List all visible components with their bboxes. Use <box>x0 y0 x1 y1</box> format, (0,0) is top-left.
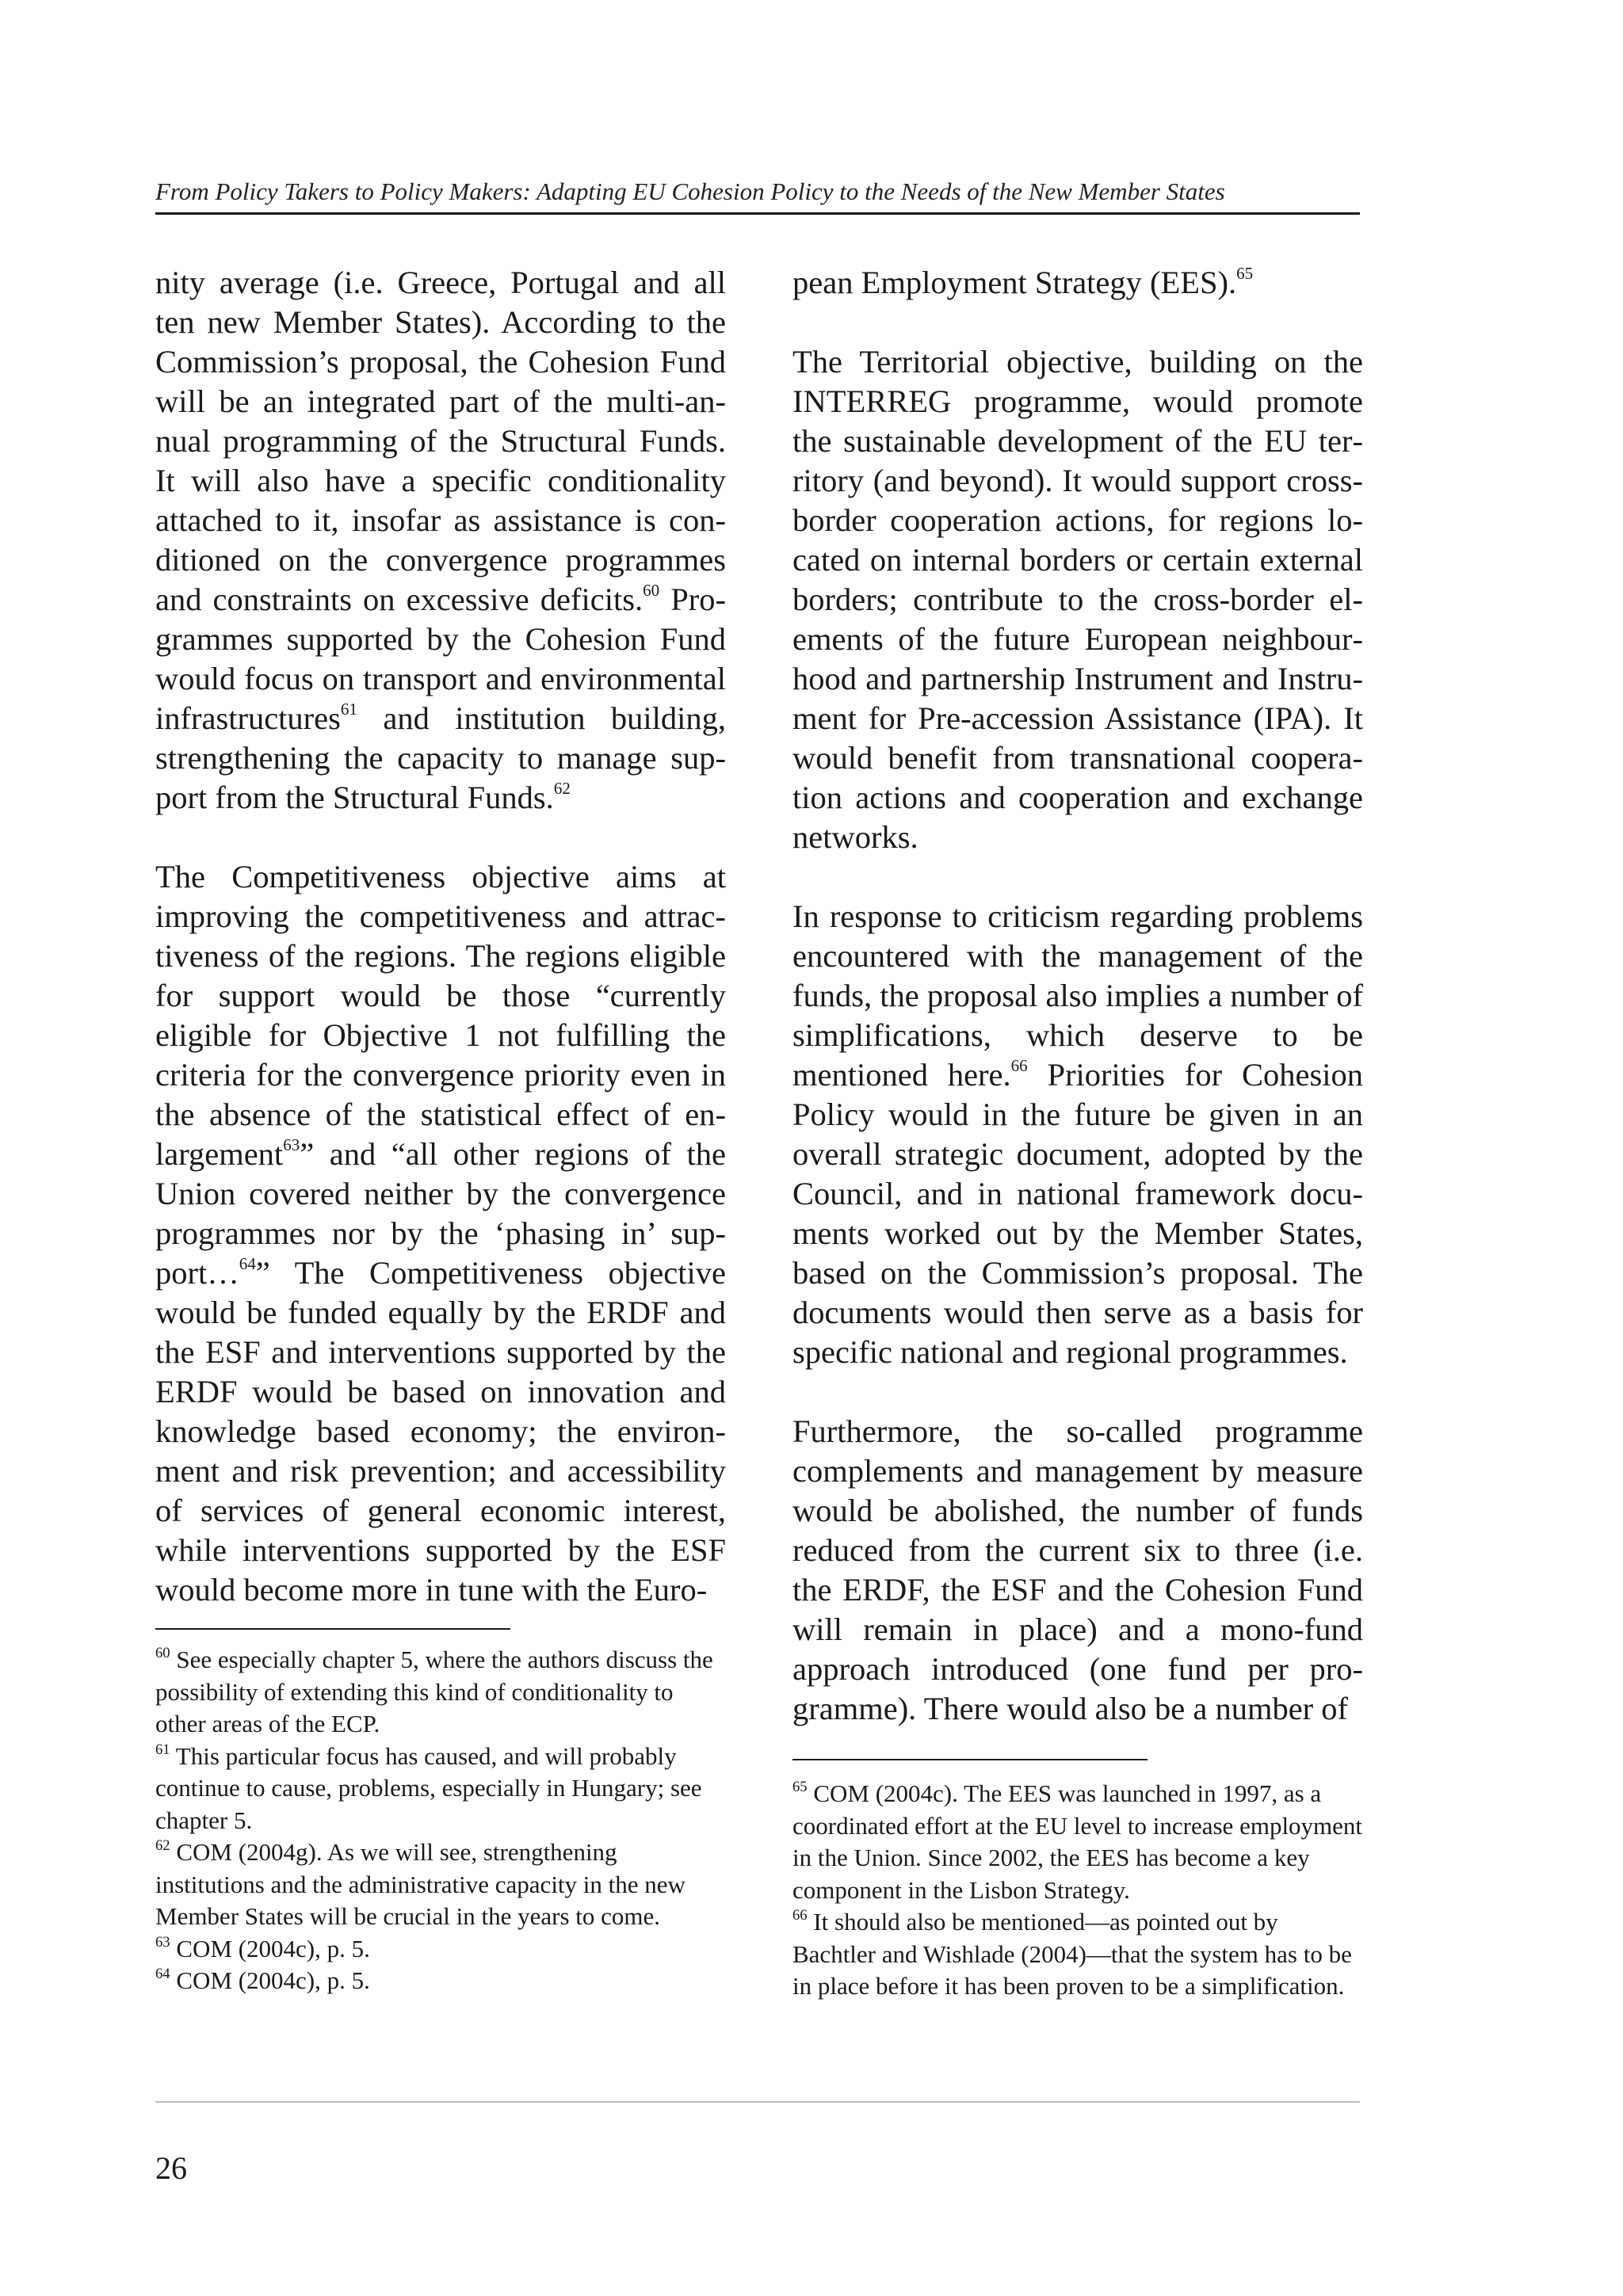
paragraph-territorial: The Territorial objective, building on the INTERREG programme, would promote the sustainable development of the EU territory (and beyond). It would support cross-border cooperation actions, for regions located on internal borders or certain external borders; contribute to the cross-border elements of the future European neighbourhood and partnership Instrument and Instrument for Pre-accession Assistance (IPA). It would benefit from transnational cooperation actions and cooperation and exchange networks. <box>792 344 1363 855</box>
footnote-ref-61[interactable]: 61 <box>340 700 357 719</box>
footnotes-right <box>792 1778 1363 2003</box>
paragraph-simplifications: In response to criticism regarding problems encountered with the management of the funds, the proposal also implies a number of simplifications, which deserve to be mentioned here.$^{66}$ Priorities for Cohesion Policy would in the future be given in an overall strategic document, adopted by the Council, and in national framework documents worked out by the Member States, based on the Commission’s proposal. The documents would then serve as a basis for specific national and regional programmes. <box>792 898 1363 1370</box>
footnote-66: $^{66}$ It should also be mentioned—as pointed out by Bachtler and Wishlade (2004)—that the system has to be in place before it has been proven to be a simplification. <box>792 1906 1352 2000</box>
footnote-ref-62[interactable]: 62 <box>553 779 571 799</box>
header-rule <box>155 212 1360 215</box>
footnote-60: $^{60}$ See especially chapter 5, where the authors discuss the possibility of extending this kind of conditionality to other areas of the ECP. <box>155 1644 713 1737</box>
footnote-64: $^{64}$ COM (2004c), p. 5. <box>155 1965 370 1994</box>
paragraph-furthermore: Furthermore, the so-called programme complements and management by measure would be abolished, the number of funds reduced from the current six to three (i.e. the ERDF, the ESF and the Cohesion Fund will remain in place) and a mono-fund approach introduced (one fund per programme). There would also be a number of <box>792 1413 1363 1726</box>
footnote-ref-63[interactable]: 63 <box>283 1135 300 1155</box>
paragraph-ees: pean Employment Strategy (EES).$^{65}$ <box>792 264 1254 300</box>
footnote-rule-right <box>792 1759 1148 1760</box>
running-head: From Policy Takers to Policy Makers: Adapting EU Cohesion Policy to the Needs of the New Member States <box>155 177 1225 205</box>
footnote-65: $^{65}$ COM (2004c). The EES was launched in 1997, as a coordinated effort at the EU level to increase employment in the Union. Since 2002, the EES has become a key component in the Lisbon Strategy. <box>792 1778 1363 1904</box>
footnote-rule-left <box>155 1628 510 1630</box>
footnote-ref-66[interactable]: 66 <box>1010 1056 1028 1076</box>
footnote-ref-60[interactable]: 60 <box>643 581 660 601</box>
paragraph-competitiveness: The Competitiveness objective aims at improving the competitiveness and attractiveness of the regions. The regions eligible for support would be those “currently eligible for Objective 1 not fulfilling the criteria for the convergence priority even in the absence of the statistical effect of enlargement$^{63}$” and “all other regions of the Union covered neither by the convergence programmes nor by the ‘phasing in’ support…$^{64}$” The Competitiveness objective would be funded equally by the ERDF and the ESF and interventions supported by the ERDF would be based on innovation and knowledge based economy; the environment and risk prevention; and accessibility of services of general economic interest, while interventions supported by the ESF would become more in tune with the Euro- <box>155 859 726 1608</box>
paragraph-cohesion-fund: nity average (i.e. Greece, Portugal and all ten new Member States). According to the Commission’s proposal, the Cohesion Fund will be an integrated part of the multi-annual programming of the Structural Funds. It will also have a specific conditionality attached to it, insofar as assistance is conditioned on the convergence programmes and constraints on excessive deficits.$^{60}$ Programmes supported by the Cohesion Fund would focus on transport and environmental infrastructures$^{61}$ and institution building, strengthening the capacity to manage support from the Structural Funds.$^{62}$ <box>155 265 726 815</box>
footnotes-left <box>155 1644 726 1997</box>
left-column <box>155 263 726 1610</box>
footnote-ref-65[interactable]: 65 <box>1236 264 1254 284</box>
footer-rule <box>155 2101 1360 2103</box>
page-number: 26 <box>155 2150 187 2186</box>
footnote-ref-64[interactable]: 64 <box>239 1254 256 1274</box>
right-column <box>792 263 1363 1729</box>
footnote-61: $^{61}$ This particular focus has caused, and will probably continue to cause, problems, especially in Hungary; see chapter 5. <box>155 1741 702 1834</box>
footnote-62: $^{62}$ COM (2004g). As we will see, strengthening institutions and the administrative capacity in the new Member States will be crucial in the years to come. <box>155 1836 685 1930</box>
footnote-63: $^{63}$ COM (2004c), p. 5. <box>155 1933 370 1962</box>
